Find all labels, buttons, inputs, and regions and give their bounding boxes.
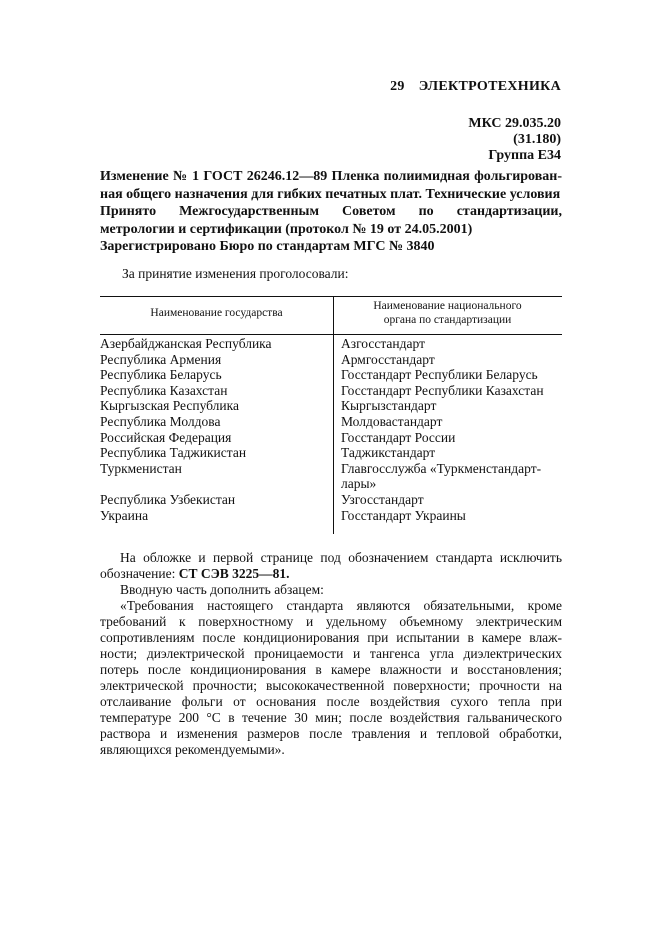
state-cell: Туркменистан [100,460,182,476]
table-row [100,352,562,368]
body-cell: Кыргызстандарт [341,398,437,414]
table-top-rule [100,296,562,297]
body-cell: Госстандарт Украины [341,507,466,523]
paragraph-requirements-quote: «Требования настоящего стандарта являются обязательными, кроме требований к поверхностному и удельному объемному электрическим сопротивлениям после кондиционирования при испытании в камере влажности; диэлектрической проницаемости и тангенса угла диэлектрических потерь после кондиционирования в камере влажности и восстановления; электрической прочности; высококачественной поверхности; прочности на отслаивание фольги от основания после воздействия сухого тепла при температуре 200 °С в течение 30 мин; после воздействия гальванического раствора и изменения размеров после травления и тепловой обработки, являющихся рекомендуемыми». [100,598,562,757]
table-rows [100,336,562,523]
body-cell: Молдовастандарт [341,413,443,429]
table-row [100,414,562,430]
table-row [100,398,562,414]
state-cell: Республика Узбекистан [100,491,236,507]
table-row [100,508,562,524]
table-row [100,383,562,399]
column-header-body-line2: органа по стандартизации [383,314,512,326]
table-header-rule [100,334,562,335]
mks-code: МКС 29.035.20 [468,116,561,131]
amendment-body [100,550,562,758]
table-row [100,445,562,461]
running-header [390,79,561,95]
paragraph-intro-addition: Вводную часть дополнить абзацем: [120,582,324,597]
body-cell: Госстандарт Республики Беларусь [341,367,538,383]
body-cell: Узгосстандарт [341,491,424,507]
voted-intro: За принятие изменения проголосовали: [122,266,349,281]
state-cell: Республика Беларусь [100,367,222,383]
column-header-body-line1: Наименование национального [373,300,522,312]
state-cell: Республика Таджикистан [100,445,247,461]
state-cell: Азербайджанская Республика [100,336,272,351]
body-cell: Таджикстандарт [341,445,436,461]
registration-note: Зарегистрировано Бюро по стандартам МГС № 3840 [100,239,435,254]
page-number: 29 [390,79,405,94]
group-code: Группа Е34 [488,148,561,163]
column-header-body [333,299,562,327]
state-cell: Украина [100,507,149,523]
table-row [100,430,562,446]
body-cell: Армгосстандарт [341,351,435,367]
table-row [100,336,562,352]
state-cell: Кыргызская Республика [100,398,239,414]
classification-code: (31.180) [513,132,561,147]
state-cell: Республика Казахстан [100,382,228,398]
table-row [100,367,562,383]
state-cell: Республика Армения [100,351,222,367]
state-cell: Республика Молдова [100,413,221,429]
adoption-note: Принято Межгосударственным Советом по стандартизации, метрологии и сертификации (протокол № 19 от 24.05.2001) [100,204,562,237]
removed-designation: СТ СЭВ 3225—81. [178,566,290,581]
column-header-state: Наименование государства [150,307,283,319]
paragraph-cover-text: На обложке и первой странице под обозначением стандарта исключить обозначение: [100,550,562,581]
body-cell: Азгосстандарт [341,336,425,351]
amendment-title: Изменение № 1 ГОСТ 26246.12—89 Пленка полиимидная фольгированная общего назначения для гибких печатных плат. Технические условия [100,169,562,202]
paragraph-cover-change [100,550,562,582]
body-cell: Госстандарт Республики Казахстан [341,382,544,398]
body-cell: Госстандарт России [341,429,456,445]
table-row [100,461,562,492]
body-cell: Главгосслужба «Туркменстандартлары» [341,460,542,492]
table-row [100,492,562,508]
state-cell: Российская Федерация [100,429,232,445]
section-title: ЭЛЕКТРОТЕХНИКА [418,79,561,94]
